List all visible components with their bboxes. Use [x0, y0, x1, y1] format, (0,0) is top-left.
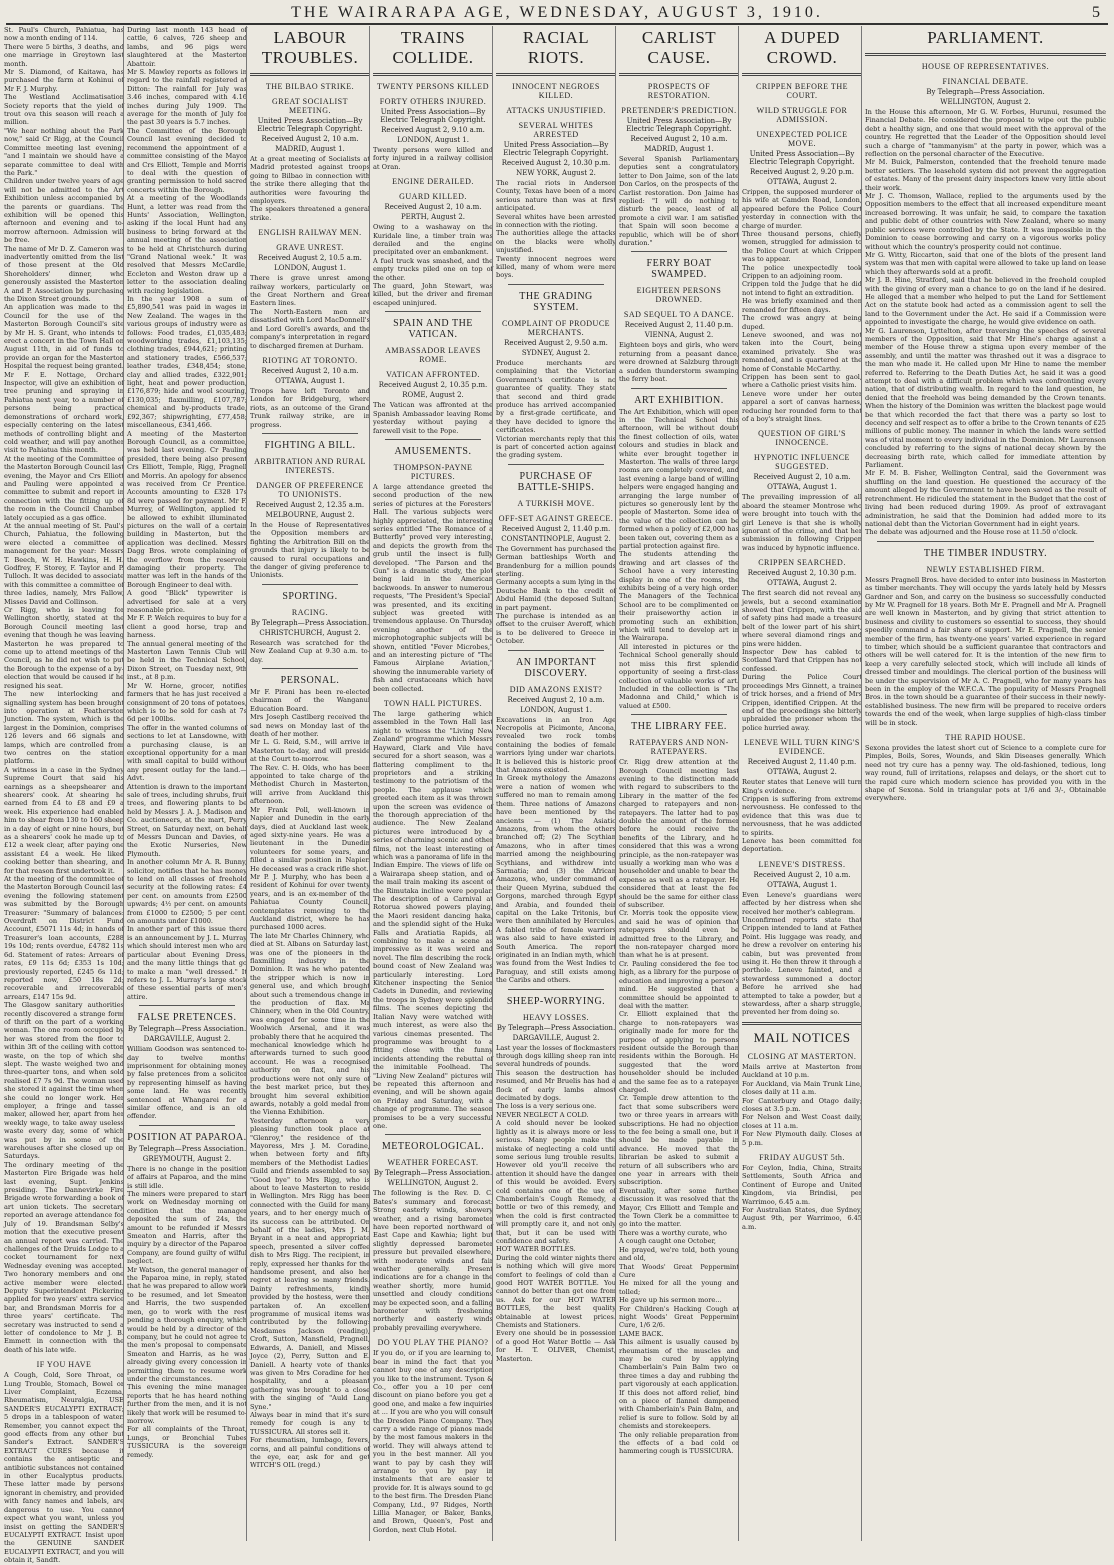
column-8: [865, 26, 1106, 1541]
dateline: SYDNEY, August 2.: [521, 348, 591, 357]
dateline: OTTAWA, August 1.: [275, 376, 345, 385]
newspaper-columns: [4, 26, 1110, 1565]
press-association-line: United Press Association—By Electric Telegraph Copyright.: [749, 150, 855, 166]
article-body: Last year the losses of flockmasters through dogs killing sheep ran into several hundreds of pounds. This season the destruction has resumed, and Mr Bruelis has had a flock of early lambs almost decimated by dogs. The loss is a very serious one.: [496, 1043, 616, 1111]
article-body: Excavations in an Iron Age Necropolis at Picimonte, Ancona, revealed two rock tombs containing the bodies of female warriors lying under war chariots. It is believed this is historic proof that Amazons existed. In Greek mythology the Amazons were a nation of women who suffered no man to remain among them. Three nations of Amazons have been mentioned by the ancients — (1) The Asiatic Amazons, from whom the others branched off; (2) The Scythian Amazons, who in after times married among the neighbouring Scythians, and withdrew into Sarmatia; and (3) the African Amazons, who, under command of their Queen Myrina, subdued the Gorgons, marched through Egypt and Arabia, and founded their capital on the Lake Tritonis, but were then annihilated by Hercules. A fabled tribe of female warriors was also said to have existed in South America. The report originated in an Indian myth, which was found from the West Indies to Paraguay, and still exists among the Caribs and others.: [496, 715, 616, 985]
dateline: MADRID, August 1.: [275, 145, 345, 153]
article-body: The Government has purchased the German battleships Worth and Brandenburg for a million pounds sterling. Germany accepts a sum lying in the Deutsche Bank to the credit of Abdul Hamid (the deposed Sultan) in part payment. The purchase is intended as an offset to the cruiser Averoff, which is to be delivered to Greece in October.: [496, 544, 616, 646]
column-7: [742, 26, 862, 1541]
subheading: COMPLAINT OF PRODUCE MERCHANTS.: [501, 318, 611, 337]
dateline: WELLINGTON, August 2.: [940, 98, 1031, 106]
newspaper-title: THE WAIRARAPA AGE, WEDNESDAY, AUGUST 3, 1910.: [291, 4, 823, 21]
received-line: Received August 2, 9.20 p.m.: [750, 168, 854, 176]
local-news-paragraphs: During last month 143 head of cattle, 6 calves, 726 sheep and lambs, and 96 pigs were slaughtered at the Masterton Abattoir. Mr S. Mawley reports as follows in regard to the rainfall registered at Ditton: The rainfall for July was 3.46 inches, compared with 4.16 inches during July 1909. The average for the month of July for the past 30 years is 5.7 inches. The Committee of the Borough Council last evening decided to recommend the appointment of a committee consisting of the Mayor and Crs Elliott, Temple and Morris to deal with the question of granting permission to hold sacred concerts within the Borough. At a meeting of the Woodlands Hunt, a letter was read from the Hunts' Association, Wellington, asking if the local Hunt had any business to bring forward at the annual meeting of the association to be held at Christchurch during "Grand National week." It was resolved that Messrs McCardle, Eccleton and Weston draw up a letter to the association dealing with racing legislation. In the year 1908 a sum of £5,890,541 was paid in wages in New Zealand. The wages in the various groups of industry were as follows: Food trades, £1,035,483; woodworking trades, £1,103,135; clothing trades, £944,621; printing and stationery trades, £566,537; leather trades, £348,454; stone, clay and allied trades, £322,901; light, heat and power production, £176,879; hide and wool scouring, £130,035; flaxmilling, £107,787; chemical and by-products trade, £92,367; shipwrighting, £77,458; miscellaneous, £341,466. A meeting of the Masterton Borough Council, as a committee, was held last evening. Cr Pauling presided, there being also present Crs Elliott, Temple, Rigg, Pragnell and Morris. An apology for absence was received from Cr Prentice. Accounts amounting to £328 17s 8d were passed for payment. Mr F. Murrey, of Wellington, applied to be allowed to exhibit illuminated pictures on the wall of a certain building in Masterton, but the application was declined. Messrs Dagg Bros. wrote complaining of the overflow from the reservoir damaging their property. The matter was left in the hands of the Borough Engineer to deal with. A good "Blick" typewriter is advertised for sale at a very reasonable price. Mr F. P. Welch requires to buy for a client a good horse, trap and harness. The annual general meeting of the Masterton Lawn Tennis Club will be held in the Technical School, Dixon Street, on Tuesday next, 9th inst., at 8 p.m. Mr W. Horne, grocer, notifies farmers that he has just received a consignment of 20 tons of potatoes, which is to be sold for cash at 7s 6d per 100lbs. The offer in the wanted columns of sections to let at Lansdowne, with a purchasing clause, is an exceptional opportunity for a man with small capital to build without any present outlay for the land.—Advt. Attention is drawn to the important sale of trees, including shrubs, fruit trees, and flowering plants to be held by Messrs J. A. J. Madison and Co. auctioneers, at the mart, Perry Street, on Saturday next, on behalf of Messrs Duncan and Davies, of the Exotic Nurseries, New Plymouth. In another column Mr A. R. Bunny, solicitor, notifies that he has money to lend on all classes of freehold security at the following rates: £4 per cent. on amounts from £2500 upwards; 4½ per cent. on amounts from £1000 to £2500; 5 per cent. on amounts under £1000. In another part of this issue there is an announcement by J. L. Murray which should interest men who are particular about Evening Dress, and the many little things that go to make a man "well dressed." It refers to J. L. Murray's large stock of these essential parts of men's attire.: [127, 26, 247, 1001]
column-2: [127, 26, 247, 1541]
column-5: [496, 26, 616, 1541]
press-association-line: By Telegraph—Press Association.: [127, 1144, 247, 1153]
article-headline: THE TIMBER INDUSTRY.: [923, 547, 1048, 559]
dateline: LONDON, August 1.: [520, 705, 592, 714]
subheading: THE BILBAO STRIKE.: [265, 82, 355, 91]
double-rule: [496, 73, 616, 76]
local-news-paragraphs: St. Paul's Church, Pahiatua, has now a month ending of 114. There were 5 births, 3 deaths, and one marriage in Greytown last month. Mr S. Diamond, of Kaitawa, has purchased the farm at Kohinui of Mr F. J. Murphy. The Westland Acclimatisation Society reports that the yield of trout ova this season will reach a million. "We hear nothing about the Park now," said Cr Rigg, at the Council Committee meeting last evening, "and I maintain we should have a separate committee to deal with the Park." Children under twelve years of age will not be admitted to the Art Exhibition unless accompanied by the parents or guardians. The exhibition will be opened this afternoon and evening and to-morrow afternoon. Admission will be free. The name of Mr D. Z. Cameron was inadvertently omitted from the list of those present at the Old Shoreholders' dinner, who generously assisted the Masterton A and P. Association by purchasing the Dixon Street grounds. An application was made to the Council for the use of the Masterton Borough Council's site by Mr H. S. Grant, who intends to erect a concert in the Town Hall on August 11th, in aid of funds to provide an organ for the Masterton Hospital the request being granted. Mr F. E. Nottage, Orchard Inspector, will give an exhibition of tree pruning and spraying in Pahiatua next year, to a number of persons being practical demonstrations of orchard work, especially centering on the latest methods of controlling blight and cold weather, and will pay another visit to Pahiatua this month. At the meeting of the Committee of the Masterton Borough Council last evening, the Mayor and Crs Elliott and Pauling were appointed a committee to submit and report in connection with the fitting up of the room in the Council Chamber lately occupied as a gas office. At the annual meeting of St. Paul's Church, Pahiatua, the following were elected a committee of management for the year: Messrs T. Beech, W. H. Hawkins, H. H. Godfrey, F. Storey, F. Taylor and P. Tulloch. It was decided to associate with this committee a committee of three ladies, namely, Mrs Fallow, Misses David and Collinson. Cr Rigg, who is leaving for Wellington shortly, stated at the Borough Council meeting last evening that though he was leaving Masterton he was prepared to come up to attend meetings of the Council, as he did not wish to put the Borough to the expense of a by-election that would be caused if he resigned his seat. The new interlocking and signalling system has been brought into operation at Featherston Junction. The system, which is the largest in the Dominion, comprises 126 levers and 66 signals and lamps, which are controlled from two centres on the station platform. A witness in a case in the Sydney Supreme Court that said his earnings as a sheepshearer and shearers' cook. At shearing he earned from £4 to £8 and £9 a week. His experience had enabled him to shear from 130 to 160 sheep in a day of eight or nine hours, but as a shearers' cook he made up to £12 a week clear, after paying one assistant £4 a week. He liked cooking better than shearing, and for that reason first undertook it. At the meeting of the committee of the Masterton Borough Council last evening the following statement was submitted by the Borough Treasurer: "Summary of balances: Overdraft on District Fund Account, £5071 11s 4d; in hands of Treasurer's loan accounts, £288 19s 10d; rents overdue, £4782 11s 6d. Statement of rates: Arrears of rates, £9 11s 6d; £353 1s 10d; previously reported, £245 6s 11d; reported now, £50 18s 2d; recoverable and irrecoverable arrears, £147 15s 9d. The Glasgow sanitary authorities recently discovered a strange form of thrift on the part of a working woman. The one room occupied by her was stored from the floor to within 3ft of the ceiling with cotton waste, on the top of which she slept. The waste weighed two and three-quarter tons, and when sold realised £7 7s 9d. The woman used she stored it against the time when she could no longer work. Her employer, a fringe and tassel maker, allowed her, apart from her weekly wage, to take away useless waste every day, some of which was put by in some of the warehouses after she closed up on Saturdays. The ordinary meeting of the Masterton Fire Brigade was held last evening, Supt. Jenkins presiding. The Dannevirke Fire Brigade wrote forwarding a book of art union tickets. The secretary reported an average attendance for July of 19. Brandsman Selby's motion that the executive present an annual report was carried. The challenges of the Druids Lodge to a cocket tournament for next Wednesday evening was accepted. Two honorary members and one active member were elected. Deputy Superintendent Pickering applied for two years' extra service bar, and Brandsman Morris for a three years' certificate. The secretary was instructed to send a letter of condolence to Mr J. B. Emmett in connection with the death of his late wife.: [4, 26, 124, 1354]
column-4: [373, 26, 493, 1541]
dateline: OTTAWA, August 1.: [767, 483, 837, 492]
divider: [139, 1125, 235, 1126]
dateline: MELBOURNE, August 2.: [265, 510, 355, 519]
divider: [385, 1134, 481, 1135]
article-body: Mr F. Pirani has been re-elected chairman of the Wanganui Education Board. Mrs Joseph Castlberg received the sad news on Monday last of the death of her mother. Mr L. G. Reid, S.M., will arrive in Masterton to-day, and will preside at the Court to-morrow. The Rev. C. H. Olds, who has been appointed to take charge of the Methodist Church in Masterton, will arrive from Auckland this afternoon. Mr Frank Poll, well-known in Napier and Dunedin in the early days, died at Auckland last week, aged sixty-nine years. He was a lieutenant in the Dunedin volunteers for some years, and filled a similar position in Napier. He deceased was a crack rifle shot. Mr P. J. Murphy, who has been a resident of Kohinui for over twenty years, and is an ex-member of the Pahiatua County Council, contemplates removing to the Auckland district, where he has purchased 1000 acres. The late Mr Charles Chinnery, who died at St. Albans on Saturday last, was one of the pioneers in the flaxmilling industry in the Dominion. It was he who patented the stripper which is now in general use, and which brought about such a tremendous change in the production of flax. Mr Chinnery, when in the Old Country, was engaged for some time in the Woolwich Arsenal, and it was probably there that he acquired the mechanical knowledge which he afterwards turned to such good account. He was a recognised authority on flax, and his productions were not only sure of the best market price, but they brought him several exhibition awards, notably a gold medal from the Vienna Exhibition. Yesterday afternoon a very pleasing function took place at "Glenroy," the residence of the Mayoress, Mrs J. M. Coradine, when between forty and fifty members of the Methodist Ladies' Guild and friends assembled to say "Good bye" to Mrs Rigg, who is about to leave Masterton to reside in Wellington. Mrs Rigg has been connected with the Guild for many years, and to her energy much of its success can be attributed. On behalf of the ladies, Mrs J. M. Bryant in a neat and appropriate speech, presented a silver coffee dish to Mrs Rigg. The recipient, in reply, expressed her thanks for the handsome present, and also her regret at leaving so many friends. Dainty refreshments, kindly provided by the hostess, were then partaken of. An excellent programme of musical items was contributed by the following: Mesdames Jackson (reading), Croft, Sutton, Mansfield, Pragnell, Edwards, A. Daniell, and Misses Joyce (2), Perry, Sutton and E. Daniell. A hearty vote of thanks was given to Mrs Coradine for her hospitality, and a pleasant gathering was brought to a close with the singing of "Auld Lang Syne.": [250, 688, 370, 1411]
article-body: The large gathering which assembled in the Town Hall last night to witness the "Living New Zealand" programme which Messrs Hayward, Clark and Vile have secured for a short season, was a flattering compliment to the proprietors and a striking testimony to the patriotism of the people. The applause which greeted each item as it was thrown upon the screen was evidence of the thorough appreciation of the audience. The New Zealand pictures were introduced by a series of charming scenic and other films, not the least interesting of which was a panorama of life in the Indian Empire. The views of life on a Wairarapa sheep station, and of the mail train making its ascent of the Rimutaka incline were popular. The description of a Carnival at Rotorua showed powers playing, the Maori resident dancing haka, and the splendid sight of the Huka Falls and Aratiatia Rapids, all combining to make a scene as impressive as it was weird and novel. The film describing the rock-bound coast of New Zealand was particularly interesting. Lord Kitchener inspecting the Senior Cadets in Dunedin, and reviewing the troops in Sydney were splendid films. The scenes depicting the Italian Navy were watched with much interest, as were also the various cinemas presented. The programme was brought to a fitting close with the funny incidents attending the rebuttal of the inimitable Foolhead. The "Living New Zealand" pictures will be repeated this afternoon and evening, and will be shown again on Friday and Saturday, with a change of programme. The season promises to be a very successful one.: [373, 710, 493, 1130]
article-body: There is grave unrest among railway workers, particularly on the Great Northern and Great Eastern lines. The North-Eastern men are dissatisfied with Lord MacDonnell's and Lord Gorell's awards, and the company's interpretation in regard to discharged firemen at Durham.: [250, 274, 370, 350]
received-line: Received August 2, 10.35 p.m.: [378, 381, 488, 390]
divider: [139, 1005, 235, 1006]
subheading: RATEPAYERS AND NON-RATEPAYERS.: [629, 738, 729, 757]
press-association-line: By Telegraph—Press Association.: [127, 1025, 247, 1034]
received-line: Received August 2, 10 a.m.: [507, 695, 605, 704]
dateline: WELLINGTON, August 2.: [387, 1179, 479, 1188]
received-line: Received August 2, 11.40 p.m.: [747, 758, 857, 767]
article-body: William Goodson was sentenced to-day to twelve months' imprisonment for obtaining money by false pretences from a solicitor by representing himself as having some land. He was recently sentenced at Whangarei for a similar offence, and is an old offender.: [127, 1045, 247, 1121]
mail-schedule: Mails arrive at Masterton from Auckland at 10 p.m. For Auckland, via Main Trunk Line, closes daily at 11 a.m. For Canterbury and Otago daily; closes at 3.5 p.m. For Nelson and West Coast daily, closes at 11 a.m. For New Plymouth daily. Closes at 5 p.m.: [742, 1062, 862, 1147]
article-body: Eighteen boys and girls, who were returning from a peasant dance, were drowned at Salzburg through a sudden thunderstorm swamping the ferry boat.: [619, 341, 739, 384]
dateline: MADRID, August 1.: [644, 145, 714, 153]
article-headline: LABOUR TROUBLES.: [261, 28, 359, 67]
dateline: GREYMOUTH, August 2.: [142, 1154, 232, 1163]
divider: [508, 989, 604, 990]
article-headline: A DUPED CROWD.: [764, 28, 840, 67]
divider: [508, 650, 604, 651]
double-rule: [742, 1022, 862, 1025]
subheading: WILD STRUGGLE FOR ADMISSION.: [756, 106, 848, 124]
article-body: Owing to a washaway on the Kuridale line, a timber train was derailed and the engine precipitated over an embankment. A fuel truck was smashed, and the empty trucks piled one on top of the other. The guard, John Stewart, was killed, but the driver and fireman escaped uninjured.: [373, 223, 493, 307]
article-body: Several Spanish Parliamentary deputies sent a congratulatory letter to Don Jaime, son of the late Don Carlos, on the prospects of the Carlist restoration. Don Jaime has replied: "I will do nothing to disturb the peace, least of all promote a civil war. I am satisfied that Spain will soon become a republic, which will be of short duration.": [619, 155, 739, 248]
section-heading: PERSONAL.: [280, 675, 340, 686]
article-headline: FERRY BOAT SWAMPED.: [646, 258, 712, 281]
subheading: FINANCIAL DEBATE.: [942, 77, 1029, 86]
subheading: ENGLISH RAILWAY MEN.: [258, 228, 362, 238]
section-heading: AMUSEMENTS.: [394, 445, 472, 457]
received-line: Received August 2, 10 a.m.: [261, 366, 359, 375]
subheading: VATICAN AFFRONTED.: [386, 370, 480, 380]
subheading: SAD SEQUEL TO A DANCE.: [623, 310, 735, 320]
masthead: [0, 0, 1114, 24]
article-body: The first search did not reveal any jewels, but a second examination showed that Crippen, with the aid of safety pins had made a treasure belt of the lower part of his shirt, where several diamond rings and pins were hidden. Inspector Dew has cabled to Scotland Yard that Crippen has not confessed. During the Police Court proceedings Mrs Ginnett, a trainer of trick horses, and a friend of Mrs Crippen, identified Crippen. At the end of the proceedings she bitterly upbraided the prisoner whom the police hurried away.: [742, 589, 862, 732]
article-body: The prevailing impression of all aboard the steamer Montrose who were brought into touch with the girl Leneve is that she is wholly ignorant of the crime, and that her submission in following Crippen was induced by hypnotic influence.: [742, 493, 862, 552]
dateline: OTTAWA, August 2.: [767, 178, 837, 186]
divider: [262, 433, 358, 434]
subheading: FORTY OTHERS INJURED.: [379, 97, 487, 106]
subheading: CLOSING AT MASTERTON.: [747, 1051, 857, 1061]
double-rule: [619, 73, 739, 76]
divider: [262, 668, 358, 669]
advertisement-text: There was a worthy curate, who A cough caught one October, He prayed, we're told, both young and old, That Woods' Great Peppermint Cure He mixed for all the young and tolled; He gave up his sermon more... For Children's Hacking Cough at night Woods' Great Peppermint Cure, 1/6 2/6. LAME BACK. This ailment is usually caused by rheumatism of the muscles and may be cured by applying Chamberlain's Pain Balm two or three times a day and rubbing the part vigorously at each application. If this does not afford relief, bind on a piece of flannel dampened with Chamberlain's Pain Balm, and relief is sure to follow. Sold by all chemists and storekeepers. The only reliable preparation from the effects of a bad cold or hammering cough is TUSSICURA.: [619, 1228, 739, 1456]
advertisement-title: DO YOU PLAY THE PIANO?: [377, 1338, 489, 1348]
subheading: DID AMAZONS EXIST?: [509, 684, 603, 694]
article-body: Produce merchants are complaining that the Victorian Government's certificate is no guarantee of quality. They state that second and third grade produce has arrived accompanied by a first-grade certificate, and they have decided to ignore the certificates. Victorian merchants reply that this is part of concerted action against the grading system.: [496, 358, 616, 460]
section-heading: SPORTING.: [282, 590, 338, 602]
subheading: INNOCENT NEGROES KILLED.: [512, 82, 600, 100]
received-line: Received August 2, 10 a.m.: [384, 203, 482, 212]
article-headline: CARLIST CAUSE.: [641, 28, 717, 67]
received-line: Received August 2, 10.30 p.m.: [501, 159, 611, 167]
dateline: NEW YORK, August 2.: [516, 169, 596, 177]
subheading: EIGHTEEN PERSONS DROWNED.: [636, 286, 722, 305]
masthead-rule: [6, 23, 1108, 25]
press-association-line: United Press Association—By Electric Telegraph Copyright.: [626, 117, 732, 133]
column-6: [619, 26, 739, 1541]
article-body: A large attendance greeted the second production of the new series of pictures at the Foresters' Hall. The various subjects were highly appreciated, the interesting series entitled "The Romance of a Butterfly" proved very interesting, and depicts the growth from the grub until the insect is fully developed. "The Parson and the Gun" is a dramatic study, the plot being laid in the American backwoods. In answer to numerous requests, "The President's Special" was presented, and its exciting subject was greeted with tremendous applause. On Thursday evening another of the microphotographic subjects will be shown, entitled "Fever Microbes," and an interesting picture of "The Famous Airplane Aviation," showing the innumerable variety of fish and crustaceans which have been collected.: [373, 482, 493, 693]
dateline: PERTH, August 2.: [400, 213, 466, 222]
received-line: Received August 2, 12.35 a.m.: [255, 500, 365, 509]
article-headline: POSITION AT PAPAROA.: [127, 1131, 247, 1143]
dateline: OTTAWA, August 2.: [767, 768, 837, 777]
advertisement-title: THE RAPID HOUSE.: [945, 733, 1026, 743]
article-body: Crippen, the supposed murderer of his wife at Camden Road, London, appeared before the Police Court yesterday in connection with the charge of murder. Three thousand persons, chiefly women, struggled for admission to the Police Court at which Crippen was to appear. The police unexpectedly took Crippen to an adjoining room. Crippen told the Judge that he did not intend to fight an extradition. He was briefly examined and then remanded for fifteen days. The crowd was angry at being duped. Leneve swooned, and was not taken into the Court, being examined privately. She was remanded, and is quartered at the home of Constable McCarthy. Crippen has been sent to gaol, where a Catholic priest visits him. Leneve wore under her outer apparel a sort of canvas harness, reducing her rounded form to that of a boy's straight lines.: [742, 188, 862, 423]
received-line: Received August 2, 10 a.m.: [753, 870, 851, 879]
dateline: DARGAVILLE, August 2.: [143, 1035, 231, 1044]
dateline: LONDON, August 1.: [274, 264, 346, 273]
divider: [508, 464, 604, 465]
mail-schedule: For Ceylon, India, China, Straits Settlements, South Africa and Continent of Europe and United Kingdom, via Brindisi, per Warrimoo, 6.45 a.m. For Australian States, due Sydney, August 9th, per Warrimoo, 6.45 a.m.: [742, 1163, 862, 1231]
subheading: GREAT SOCIALIST MEETING.: [271, 97, 349, 115]
article-body: Cr. Rigg drew attention at the Borough Council meeting last evening to the distinction made with regard to subscribers to the Library in the matter of the fee charged to ratepayers and non-ratepayers. The latter had to pay double the amount of the former before he could receive the benefits of the Library, and he considered that this was a wrong principle, as the non-ratepayer was usually a working man who was a householder and unable to bear the expense as well as a ratepayer. He considered that at least the fee should be the same for either class of subscriber. Cr. Morris took the opposite view, and said he was of opinion that ratepayers should even be admitted free to the Library, and the non-ratepayer charged more than what he is at present. Cr. Pauling considered the fee too high, as a library for the purpose of education and improving a person's mind. He suggested that a committee should be appointed to deal with the matter. Cr. Elliott explained that the charge to non-ratepayers was originally made for more for the purpose of applying to persons resident outside the Borough than residents within the Borough. He suggested that the word householder should be included and the same fee as to a ratepayer charged. Cr. Temple drew attention to the fact that some subscribers were two or three years in arrears with subscriptions. He had no objection to the fee being a small one, but it should be made payable in advance. He moved that the librarian be asked to submit a return of all subscribers who are one year in arrears with their subscription. Eventually, after some further discussion it was resolved that the Mayor, Crs Elliott and Temple and the Town Clerk be a committee to go into the matter.: [619, 758, 739, 1229]
divider: [877, 541, 1094, 542]
article-body: Messrs Pragnell Bros. have decided to enter into business in Masterton as timber merchants. They will occupy the yards lately held by Messrs Gardner and Son, and carry on the business so successfully conducted by Mr W. Pragnell for 18 years. Both Mr E. Pragnell and Mr A. Pragnell are well known in Masterton, and by giving that strict attention to business and civility to customers so essential to success, they should speedily command a fair share of support. Mr E. Pragnell, the senior member of the firm, has twenty-one years' varied experience in regard to timber, which should be a sufficient guarantee that contractors and others will be well catered for. It is the intention of the new firm to keep a very carefully selected stock, which will include all kinds of dressed timber and mouldings. The clerical portion of the business will be under the supervision of Mr A. C. Pragnell, who for many years has been in the employ of the W.F.C.A. The popularity of Messrs Pragnell Bros. in the town should be a guarantee of their success in their newly-established business. The new firm will be prepared to receive orders towards the end of the week, when large supplies of high-class timber will be in stock.: [865, 575, 1106, 727]
divider: [508, 284, 604, 285]
article-body: The Art Exhibition, which will open in the Technical School this afternoon, will be without doubt the finest collection of oils, water colours and studies in black and white ever brought together in Masterton. The walls of three large rooms are completely covered, and last evening a large band of willing helpers were engaged hanging and arranging the large number of pictures so generously lent by the people of Masterton. Some idea of the value of the collection can be formed when a policy of £2,000 has been taken out, covering them as a partial protection against fire. The students attending the drawing and art classes of the School have a very interesting display in one of the rooms, the exhibits being of a very high order. The Managers of the Technical School are to be complimented on their praiseworthy action in promoting such an exhibition, which will tend to develop art in the Wairarapa. All interested in pictures or the Technical School generally should not miss this first splendid opportunity of seeing a first-class collection of valuable works of art. Included in the collection is "The Madonna and Child," which is valued at £500.: [619, 407, 739, 710]
received-line: Received August 2, 10 a.m.: [753, 473, 851, 482]
subheading: ARBITRATION AND RURAL INTERESTS.: [254, 456, 366, 475]
double-rule: [373, 73, 493, 76]
subheading: LENEVE WILL TURN KING'S EVIDENCE.: [744, 738, 860, 757]
subheading: HYPNOTIC INFLUENCE SUGGESTED.: [754, 453, 850, 472]
received-line: Received August 2, 10 a.m.: [261, 135, 359, 143]
subheading: CRIPPEN BEFORE THE COURT.: [756, 82, 848, 100]
subheading: HEAVY LOSSES.: [522, 1012, 590, 1022]
subheading: RACING.: [291, 607, 329, 617]
subheading: GRAVE UNREST.: [276, 243, 344, 253]
subheading: HOUSE OF REPRESENTATIVES.: [921, 62, 1050, 71]
article-headline: RACIAL RIOTS.: [522, 28, 590, 67]
article-body: At a great meeting of Socialists at Madrid protested against troops going to Bilbao in connection with the strike there alleging that the authorities were favouring the employers. The speakers threatened a general strike.: [250, 155, 370, 222]
subheading: PROSPECTS OF RESTORATION.: [647, 82, 711, 100]
column-3: [250, 26, 370, 1541]
subheading: RIOTING AT TORONTO.: [262, 355, 358, 365]
press-association-line: United Press Association—By Electric Telegraph Copyright.: [503, 141, 609, 157]
advertisement-text: NEVER NEGLECT A COLD. A cold should never be looked lightly as it is always more or less serious. Many people make the mistake of neglecting a cold until some serious lung trouble results. However old you'll receive the attention it should have the danger of this would be avoided. Every cold contains one of the use of Chamberlain's Cough Remedy, a bottle or two of this remedy, and when the cold is first contracted will promptly care it, and not only that, but it can be used with confidence and safety. HOT WATER BOTTLES. During the cold winter nights there is nothing which will give more comfort to feelings of cold than a good HOT WATER BOTTLE. You cannot do better than get one from us. Ask for our HOT WATER BOTTLES, the best quality obtainable at lowest prices. Chemists and Stationers. Every one should be in possession of a good Hot Water Bottle — Ask for H. T. OLIVER, Chemist, Masterton.: [496, 1110, 616, 1363]
dateline: CHRISTCHURCH, August 2.: [259, 628, 361, 637]
advertisement-text: If you do, or if you are learning to, bear in mind the fact that you cannot buy one of any description you like to the instrument. Tyson & Co., offer you a 10 per cent discount on piano before you get a good one, and make a few inquiries at ... If you are who you will consult the Dresden Piano Company. They carry a wide range of pianos made by the most famous makers in the world. They will always attend to you in the best manner. All you want to pay by cash they will arrange to you by pay in instalments that are easier to provide for. It is always sound to go to the best firm. The Dresden Piano Company, Ltd., 97 Ridges, North Lillia Manager, or Baker, Banks, and Brown, Queen's, Post and Gordon, next Club Hotel.: [373, 1349, 493, 1534]
subheading: DANGER OF PREFERENCE TO UNIONISTS.: [256, 480, 364, 499]
article-body: Reuter states that Leneve will turn King's evidence. Crippen is suffering from extreme nervousness. He confessed to the evidence that this was due to nervousness, that he was addicted to spirits. Leneve has been committed for deportation.: [742, 778, 862, 854]
subheading: UNEXPECTED POLICE MOVE.: [756, 130, 848, 148]
double-rule: [865, 53, 1106, 56]
advertisement-title: IF YOU HAVE: [36, 1360, 92, 1370]
dateline: OTTAWA, August 1.: [767, 880, 837, 889]
press-association-line: By Telegraph—Press Association.: [496, 1023, 616, 1032]
divider: [631, 714, 727, 715]
double-rule: [742, 73, 862, 76]
received-line: Received August 2, 10 a.m.: [630, 135, 728, 143]
article-headline: PURCHASE OF BATTLE-SHIPS.: [517, 470, 595, 493]
subheading: QUESTION OF GIRL'S INNOCENCE.: [758, 429, 846, 448]
subheading: THOMPSON-PAYNE PICTURES.: [393, 462, 473, 481]
article-headline: AN IMPORTANT DISCOVERY.: [516, 656, 596, 679]
divider: [262, 584, 358, 585]
article-body: The Vatican was affronted at the Spanish Ambassador leaving Rome yesterday without paying a farewell visit to the Pope.: [373, 401, 493, 435]
subheading: AMBASSADOR LEAVES ROME.: [385, 346, 481, 365]
received-line: Received August 2, 10.5 a.m.: [258, 254, 362, 263]
article-body: In the House of Representatives the Opposition members are fighting the Arbitration Bill on the grounds that injury is likely to be caused to rural occupations and the danger of giving preference to Unionists.: [250, 520, 370, 580]
received-line: Received August 2, 10.30 p.m.: [747, 569, 857, 578]
subheading: FRIDAY AUGUST 5th.: [759, 1152, 845, 1162]
press-association-line: United Press Association—By Electric Telegraph Copyright.: [257, 117, 363, 133]
article-body: Twenty persons were killed and forty injured in a railway collision at Oran.: [373, 146, 493, 171]
divider: [631, 388, 727, 389]
subheading: TOWN HALL PICTURES.: [383, 699, 483, 709]
article-body: There is no change in the position of affairs at Paparoa, and the mine is still idle. The miners were prepared to start work on Wednesday morning on condition that the manager deposited the sum of 24s, the amount to be refunded if Messrs Smeaton and Harris, after the inquiry by a director of the Paparoa Company, are found guilty of wilful neglect. Mr Watson, the general manager of the Paparoa mine, in reply, stated that he was prepared to allow work to be resumed, and let Smeaton and Harris, the two suspended men, go to work with the rest pending a thorough enquiry, which would be held by a director of the company, but he could not agree to the men's proposal to compensate Smeaton and Harris, as he was already giving every concession in permitting them to resume work under the circumstances. This evening the mine manager reports that he has heard nothing further from the men, and it is not likely that work will be resumed to-morrow. For all complaints of the Throat, Lungs, or Bronchial Tubes TUSSICURA is the sovereign remedy.: [127, 1164, 247, 1459]
column-1: [4, 26, 124, 1565]
article-headline: THE GRADING SYSTEM.: [519, 290, 593, 313]
article-headline: SHEEP-WORRYING.: [506, 995, 606, 1007]
article-headline: SPAIN AND THE VATICAN.: [393, 318, 473, 341]
dateline: LONDON, August 1.: [397, 136, 469, 144]
received-line: Received August 2, 9.50 a.m.: [504, 338, 608, 347]
advertisement-text: Sexona provides the latest short cut of Science to a complete cure for Pimples, Boils, Sores, Wounds, and Skin Diseases generally. Which need not try cure has a penny way. The old-fashioned, tedious, long way round, full of irritations, relapses and delays, or the short cut to the rapid cure which modern science has provided you with in the shape of Sexona. Sold in triangular pots at 1/6 and 3/-, Obtainable everywhere.: [865, 744, 1106, 803]
press-association-line: By Telegraph—Press Association.: [250, 618, 370, 627]
article-body: Even Leneve's guardians were affected by her distress when she received her mother's cablegram. Unconfirmed reports state that Crippen intended to land at Father Point. His luggage was ready, and he drew a revolver on entering his cabin, but was prevented from using it. He then threw it through a porthole. Leneve fainted, and a stewardess summoned a doctor. Before he arrived she had attempted to take a powder, but a stewardess, after a sharp struggle, prevented her from doing so.: [742, 890, 862, 1017]
article-body: Troops have left Toronto and London for Bridgeburg, where riots, as an outcome of the Grand Trunk railway strike, are in progress.: [250, 386, 370, 429]
subheading: SEVERAL WHITES ARRESTED: [518, 121, 594, 139]
article-body: In the House this afternoon, Mr G. W. Forbes, Hurunui, resumed the Financial Debate. He considered the proposal to wipe out the public debt a healthy sign, and one that would meet with the approval of the country. He regretted that the Leader of the Opposition should level such a charge of "tammanyism" at the party in power, which was a reflection on the personal character of the Executive. Mr M. Buick, Palmerston, contended that the freehold tenure made better settlers. The leasehold system did not prevent the aggregation of estates. Many of the present dairy inspectors knew very little about their work. Mr J. C. Thomson, Wallace, replied to the arguments used by the Opposition members to the effect that all increased expenditure meant increased borrowing. It was unfair, he said, to compare the taxation and public debt of other countries with New Zealand, where so many public services were controlled by the State. It was impossible in the Dominion to cease borrowing and carry on a vigorous works policy without which the country's prosperity could not continue. Mr G. Witty, Riccarton, said that one of the blots of the present land system was that men with capital were allowed to take up land on lease which they afterwards sold at a profit. Mr J. B. Hine, Stratford, said that he believed in the freehold coupled with the giving of every man a chance to go on the land if he desired. He alleged that a member who helped to put the Land for Settlement Act on the statute book had acted as a commission agent to sell the land to the Government under the Act. He said if a Commission were appointed to investigate the charge, he would give evidence on oath. Mr G. Laurenson, Lyttelton, after traversing the speeches of several members of the Opposition, said that Mr Hine's charge against a member of the House threw a stigma upon every member of the assembly, and until the matter was thrashed out it was a disgrace to the man who made it. He called upon Mr Hine to name the member referred to. Referring to the Death Duties Act, he said it was a good attempt to deal with a difficult problem which was confronting every nation, that of distributing wealth. In regard to the land question, he denied that the freehold was being demanded by the Crown tenants. When the history of the Dominion was written the blackest page would be that which recorded the fact that there was a party so lost to decency and self respect as to offer a bribe to the Crown tenants of £25 millions of public money. The manner in which the lands were settled was of vital moment to every individual in the Dominion. Mr Laurenson concluded by referring to the signs of national decay shown by the decreasing birth rate, which called for immediate attention by Parliament. Mr F. M. B. Fisher, Wellington Central, said the Government was shuffling on the land question. He questioned the accuracy of the amount alleged by the Government to have been saved as the result of retrenchment. He ridiculed the statement in the Budget that the cost of living had been reduced during 1909. As proof of extravagant administration, he said that the Dominion had added more to its national debt than the Victorian Government had in eight years. The debate was adjourned and the House rose at 11.50 o'clock.: [865, 108, 1106, 537]
subheading: CRIPPEN SEARCHED.: [758, 558, 846, 568]
subheading: TWENTY PERSONS KILLED: [377, 82, 489, 91]
subheading: LENEVE'S DISTRESS.: [758, 859, 846, 869]
article-headline: TRAINS COLLIDE.: [392, 28, 474, 67]
subheading: PRETENDER'S PREDICTION.: [621, 106, 737, 115]
section-heading: METEOROLOGICAL.: [381, 1141, 485, 1153]
dateline: CONSTANTINOPLE, August 2.: [501, 534, 611, 543]
received-line: Received August 2, 11.40 p.m.: [501, 524, 611, 533]
received-line: Received August 2, 11.40 p.m.: [624, 321, 734, 330]
subheading: WEATHER FORECAST.: [387, 1158, 479, 1168]
subheading: ATTACKS UNJUSTIFIED.: [506, 106, 606, 115]
subheading: NEWLY ESTABLISHED FIRM.: [926, 564, 1045, 574]
subheading: A TURKISH MOVE.: [517, 498, 595, 508]
article-headline: FALSE PRETENCES.: [137, 1012, 237, 1024]
article-headline: FIGHTING A BILL.: [264, 439, 356, 451]
subheading: OFF-SET AGAINST GREECE.: [498, 513, 614, 523]
article-body: Research was scratched for the New Zealand Cup at 9.30 a.m. to-day.: [250, 638, 370, 664]
subheading: ENGINE DERAILED.: [392, 177, 474, 187]
divider: [385, 311, 481, 312]
divider: [385, 439, 481, 440]
press-association-line: United Press Association—By Electric Telegraph Copyright.: [380, 108, 486, 124]
dateline: DARGAVILLE, August 2.: [512, 1033, 600, 1042]
press-association-line: By Telegraph—Press Association.: [373, 1169, 493, 1178]
press-association-line: By Telegraph—Press Association.: [926, 88, 1045, 96]
section-heading: MAIL NOTICES: [753, 1029, 851, 1045]
article-body: The following is the Rev. D. C. Bates's summary and forecast: Strong easterly winds, showery weather, and a rising barometer have been reported northward of East Cape and Kawhia; light but slightly depressed barometer pressure but prevailed elsewhere, with moderate winds and fair weather generally. Present indications are for a change in the weather shortly, more humid, unsettled and cloudy conditions may be expected soon, and a falling barometer with freshening northerly and easterly winds probably prevailing everywhere.: [373, 1189, 493, 1332]
dateline: OTTAWA, August 2.: [767, 579, 837, 588]
double-rule: [250, 73, 370, 76]
dateline: ROME, August 2.: [402, 391, 464, 400]
page-number: 5: [1092, 4, 1100, 21]
subheading: GUARD KILLED.: [399, 192, 467, 202]
article-headline: THE LIBRARY FEE.: [631, 721, 727, 733]
divider: [631, 251, 727, 252]
article-headline: ART EXHIBITION.: [634, 394, 724, 406]
article-headline: PARLIAMENT.: [927, 28, 1044, 47]
advertisement-text: Always bear in mind that it's sure remedy for cough is any to TUSSICURA. All stores sell it. For rheumatism, lumbago, fevers, corns, and all painful conditions of the eye, ear, ask for and get WITCH'S OIL (regd.): [250, 1410, 370, 1470]
dateline: VIENNA, August 2.: [644, 331, 714, 340]
article-body: The racial riots in Anderson County, Texas have been of a more serious nature than was at first anticipated. Several whites have been arrested in connection with the rioting. The authorities allege the attacks on the blacks were wholly unjustified. Twenty innocent negroes were killed, many of whom were mere boys.: [496, 179, 616, 280]
advertisement-text: A Cough, Cold, Sore Throat, or Lung Trouble, Stomach, Bowel or Liver Complaint, Eczema, Rheumatism, Neuralgia, USE SANDER'S EUCALYPTI EXTRACT; 5 drops in a tablespoon of water. Remember, you cannot expect the good effects from any other but Sander's Extract. SANDER'S EXTRACT CURES because it contains the antiseptic and antibiotic substances not contained in other Eucalyptus products. These latter made by persons ignorant in chemistry, and provided with fancy names and labels, are dangerous to use. You cannot expect what you want, unless you insist on getting the SANDER'S EUCALYPTI EXTRACT. Insist upon the GENUINE SANDER EUCALYPTI EXTRACT, and you will obtain it, Sandft.: [4, 1371, 124, 1565]
received-line: Received August 2, 9.10 a.m.: [381, 126, 485, 134]
